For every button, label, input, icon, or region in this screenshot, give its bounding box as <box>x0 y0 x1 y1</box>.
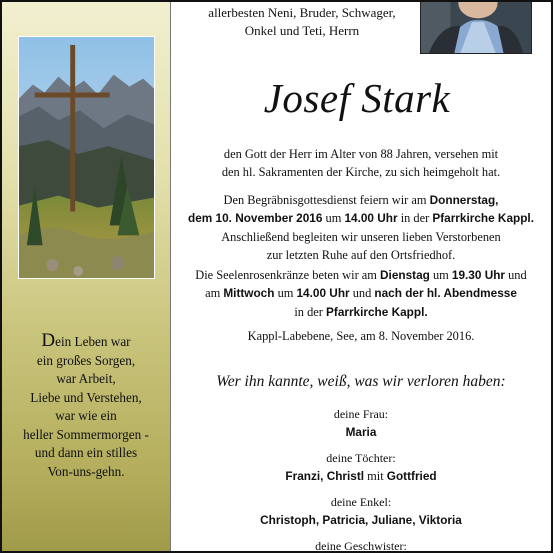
daughters-names <box>178 467 544 485</box>
poem-line-1 <box>8 332 164 352</box>
family-daughters <box>178 450 544 485</box>
rosary-l1-mid: um <box>429 268 452 282</box>
rosary-l1-post: und <box>505 268 527 282</box>
rosary-day-2: Mittwoch <box>223 286 275 301</box>
funeral-date: dem 10. November 2016 <box>188 211 323 226</box>
daughters-names-b: Gottfried <box>386 469 437 483</box>
rosary-day-1: Dienstag <box>380 268 430 282</box>
poem-line-7: und dann ein stilles <box>34 445 138 460</box>
portrait-image <box>421 1 531 53</box>
grandchildren-names: Christoph, Patricia, Juliane, Viktoria <box>260 513 462 527</box>
funeral-l2-mid-b: in der <box>397 211 433 226</box>
poem-line-5: war wie ein <box>55 408 117 423</box>
summit-cross-photo <box>18 36 155 279</box>
daughters-mit: mit <box>364 469 387 483</box>
memorial-quote: Wer ihn kannte, weiß, was wir verloren haben: <box>216 373 506 390</box>
funeral-line-2 <box>178 209 544 227</box>
place-date-text: Kappl-Labebene, See, am 8. November 2016. <box>247 329 475 343</box>
funeral-time: 14.00 Uhr <box>344 211 398 226</box>
poem-line-2: ein großes Sorgen, <box>36 352 136 368</box>
rosary-evening-mass: nach der hl. Abendmesse <box>374 286 517 301</box>
paragraph1-line-1: den Gott der Herr im Alter von 88 Jahren, versehen mit <box>223 147 499 161</box>
daughters-names-a: Franzi, Christl <box>285 469 365 483</box>
funeral-line-3: Anschließend begleiten wir unseren lieben Verstorbenen <box>221 229 501 244</box>
rosary-l2-mid-a: um <box>274 286 297 301</box>
poem-initial: D <box>41 330 56 351</box>
poem-line-3: war Arbeit, <box>56 371 116 386</box>
funeral-day: Donnerstag, <box>429 193 499 207</box>
rosary-church: Pfarrkirche Kappl. <box>326 304 428 319</box>
place-date <box>178 327 544 345</box>
intro-text <box>186 4 418 40</box>
funeral-paragraph <box>178 191 544 265</box>
rosary-l1-pre: Die Seelenrosenkränze beten wir am <box>195 268 381 282</box>
rosary-l2-pre: am <box>205 286 224 301</box>
grandchildren-label: deine Enkel: <box>330 495 392 509</box>
funeral-line-1 <box>178 191 544 209</box>
rosary-line-1 <box>178 266 544 284</box>
funeral-church: Pfarrkirche Kappl. <box>432 211 534 226</box>
rosary-line-3 <box>178 303 544 321</box>
family-siblings <box>178 538 544 553</box>
siblings-label: deine Geschwister: <box>315 539 407 553</box>
portrait-photo <box>420 0 532 54</box>
family-wife <box>178 406 544 441</box>
rosary-time-2: 14.00 Uhr <box>296 286 350 301</box>
poem-line-1-rest: ein Leben war <box>55 334 131 349</box>
rosary-l2-mid-b: und <box>349 286 375 301</box>
rosary-l3-pre: in der <box>294 304 327 319</box>
funeral-l1-pre: Den Begräbnisgottesdienst feiern wir am <box>223 193 430 207</box>
family-grandchildren <box>178 494 544 529</box>
wife-label: deine Frau: <box>333 407 389 421</box>
wife-names: Maria <box>345 425 377 439</box>
summit-cross-image <box>19 37 154 278</box>
poem <box>8 332 164 481</box>
rosary-time-1: 19.30 Uhr <box>451 268 506 282</box>
poem-line-4: Liebe und Verstehen, <box>30 389 142 405</box>
deceased-name: Josef Stark <box>263 75 451 121</box>
poem-line-8: Von-uns-gehn. <box>47 463 125 479</box>
rosary-paragraph <box>178 266 544 321</box>
intro-line-1: allerbesten Neni, Bruder, Schwager, <box>208 5 396 20</box>
left-sidebar <box>2 2 171 553</box>
poem-line-6: heller Sommermorgen - <box>23 426 149 442</box>
death-notice-paragraph <box>178 145 544 182</box>
funeral-l2-mid-a: um <box>322 211 345 226</box>
paragraph1-line-2: den hl. Sakramenten der Kirche, zu sich heimgeholt hat. <box>221 165 501 180</box>
rosary-line-2 <box>178 284 544 302</box>
intro-line-2: Onkel und Teti, Herrn <box>244 23 360 38</box>
daughters-label: deine Töchter: <box>326 451 396 465</box>
funeral-line-4: zur letzten Ruhe auf den Ortsfriedhof. <box>266 248 456 263</box>
